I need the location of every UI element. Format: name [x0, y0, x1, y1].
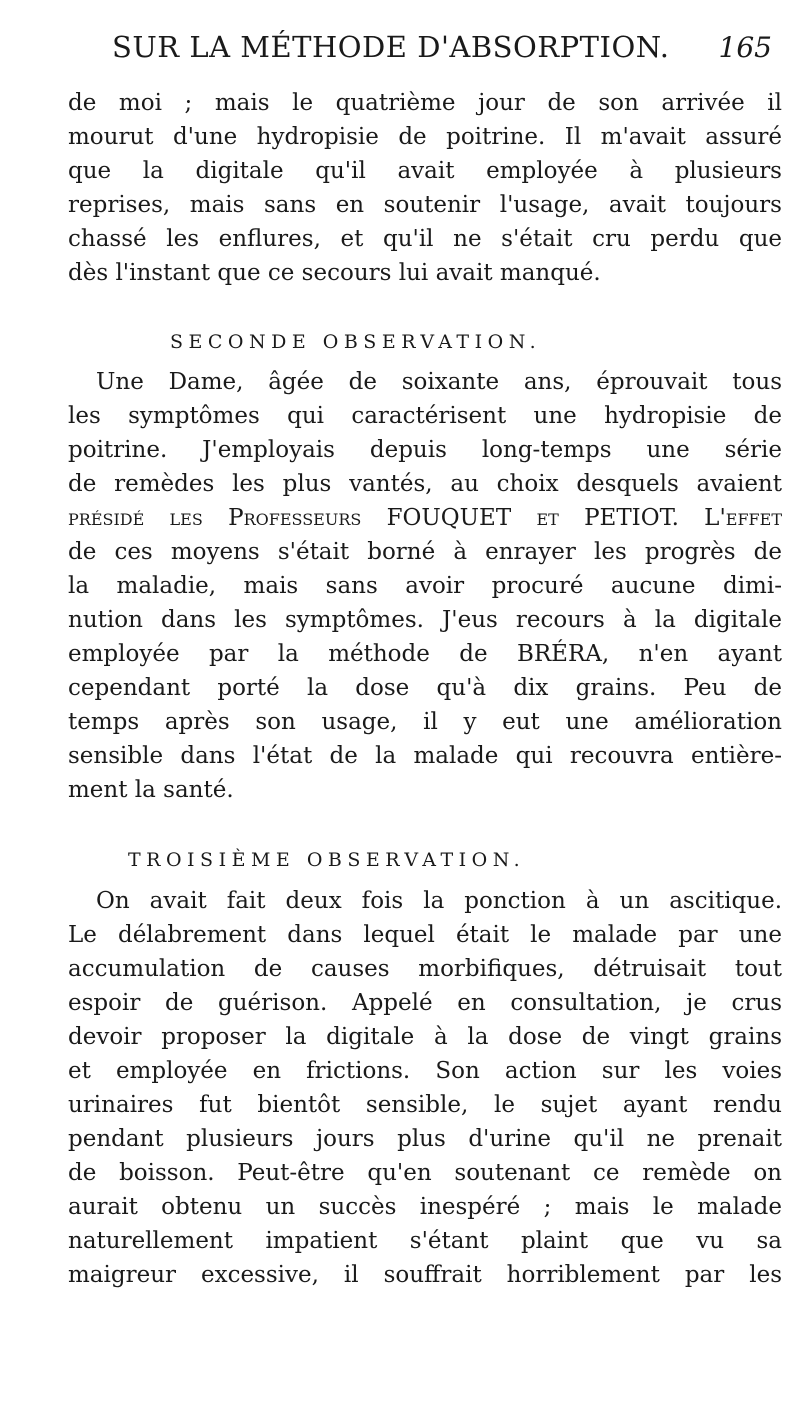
text-line: On avait fait deux fois la ponction à un ascitique. [96, 888, 782, 914]
text-line: employée par la méthode de BRÉRA, n'en ayant [68, 641, 782, 667]
text-line: devoir proposer la digitale à la dose de vingt grains [68, 1024, 782, 1050]
text-line: de ces moyens s'était borné à enrayer les progrès de [68, 539, 782, 565]
text-line: mourut d'une hydropisie de poitrine. Il m'avait assuré [68, 124, 782, 150]
text-line: reprises, mais sans en soutenir l'usage, avait toujours [68, 192, 782, 218]
text-line: espoir de guérison. Appelé en consultation, je crus [68, 990, 782, 1016]
text-line: cependant porté la dose qu'à dix grains. Peu de [68, 675, 782, 701]
third-observation-heading: TROISIÈME OBSERVATION. [128, 849, 526, 871]
text-line: ment la santé. [68, 777, 234, 803]
page-number: 165 [718, 31, 772, 64]
text-line: naturellement impatient s'étant plaint que vu sa [68, 1228, 782, 1254]
second-observation-heading: SECONDE OBSERVATION. [170, 331, 542, 353]
text-line: de remèdes les plus vantés, au choix desquels avaient [68, 471, 782, 497]
text-line: aurait obtenu un succès inespéré ; mais le malade [68, 1194, 782, 1220]
text-line: dès l'instant que ce secours lui avait manqué. [68, 260, 601, 286]
text-line: la maladie, mais sans avoir procuré aucune dimi- [68, 573, 782, 599]
text-line: de boisson. Peut-être qu'en soutenant ce remède on [68, 1160, 782, 1186]
text-line: maigreur excessive, il souffrait horriblement par les [68, 1262, 782, 1288]
text-line: les symptômes qui caractérisent une hydropisie de [68, 403, 782, 429]
text-line: de moi ; mais le quatrième jour de son arrivée il [68, 90, 782, 116]
text-line: temps après son usage, il y eut une amélioration [68, 709, 782, 735]
second-observation-paragraph [68, 365, 782, 807]
text-line: Le délabrement dans lequel était le malade par une [68, 922, 782, 948]
intro-paragraph [68, 86, 782, 290]
third-observation-paragraph [68, 884, 782, 1292]
page-header [112, 30, 772, 74]
text-line: poitrine. J'employais depuis long-temps une série [68, 437, 782, 463]
text-line: pendant plusieurs jours plus d'urine qu'il ne prenait [68, 1126, 782, 1152]
running-head: SUR LA MÉTHODE D'ABSORPTION. [112, 30, 670, 64]
text-line: accumulation de causes morbifiques, détruisait tout [68, 956, 782, 982]
text-line: chassé les enflures, et qu'il ne s'était cru perdu que [68, 226, 782, 252]
text-line: sensible dans l'état de la malade qui recouvra entière- [68, 743, 782, 769]
text-line: urinaires fut bientôt sensible, le sujet ayant rendu [68, 1092, 782, 1118]
text-line: et employée en frictions. Son action sur les voies [68, 1058, 782, 1084]
text-line: nution dans les symptômes. J'eus recours à la digitale [68, 607, 782, 633]
text-line: que la digitale qu'il avait employée à plusieurs [68, 158, 782, 184]
text-line: présidé les Professeurs FOUQUET et PETIOT. L'effet [68, 505, 782, 531]
text-line: Une Dame, âgée de soixante ans, éprouvait tous [96, 369, 782, 395]
